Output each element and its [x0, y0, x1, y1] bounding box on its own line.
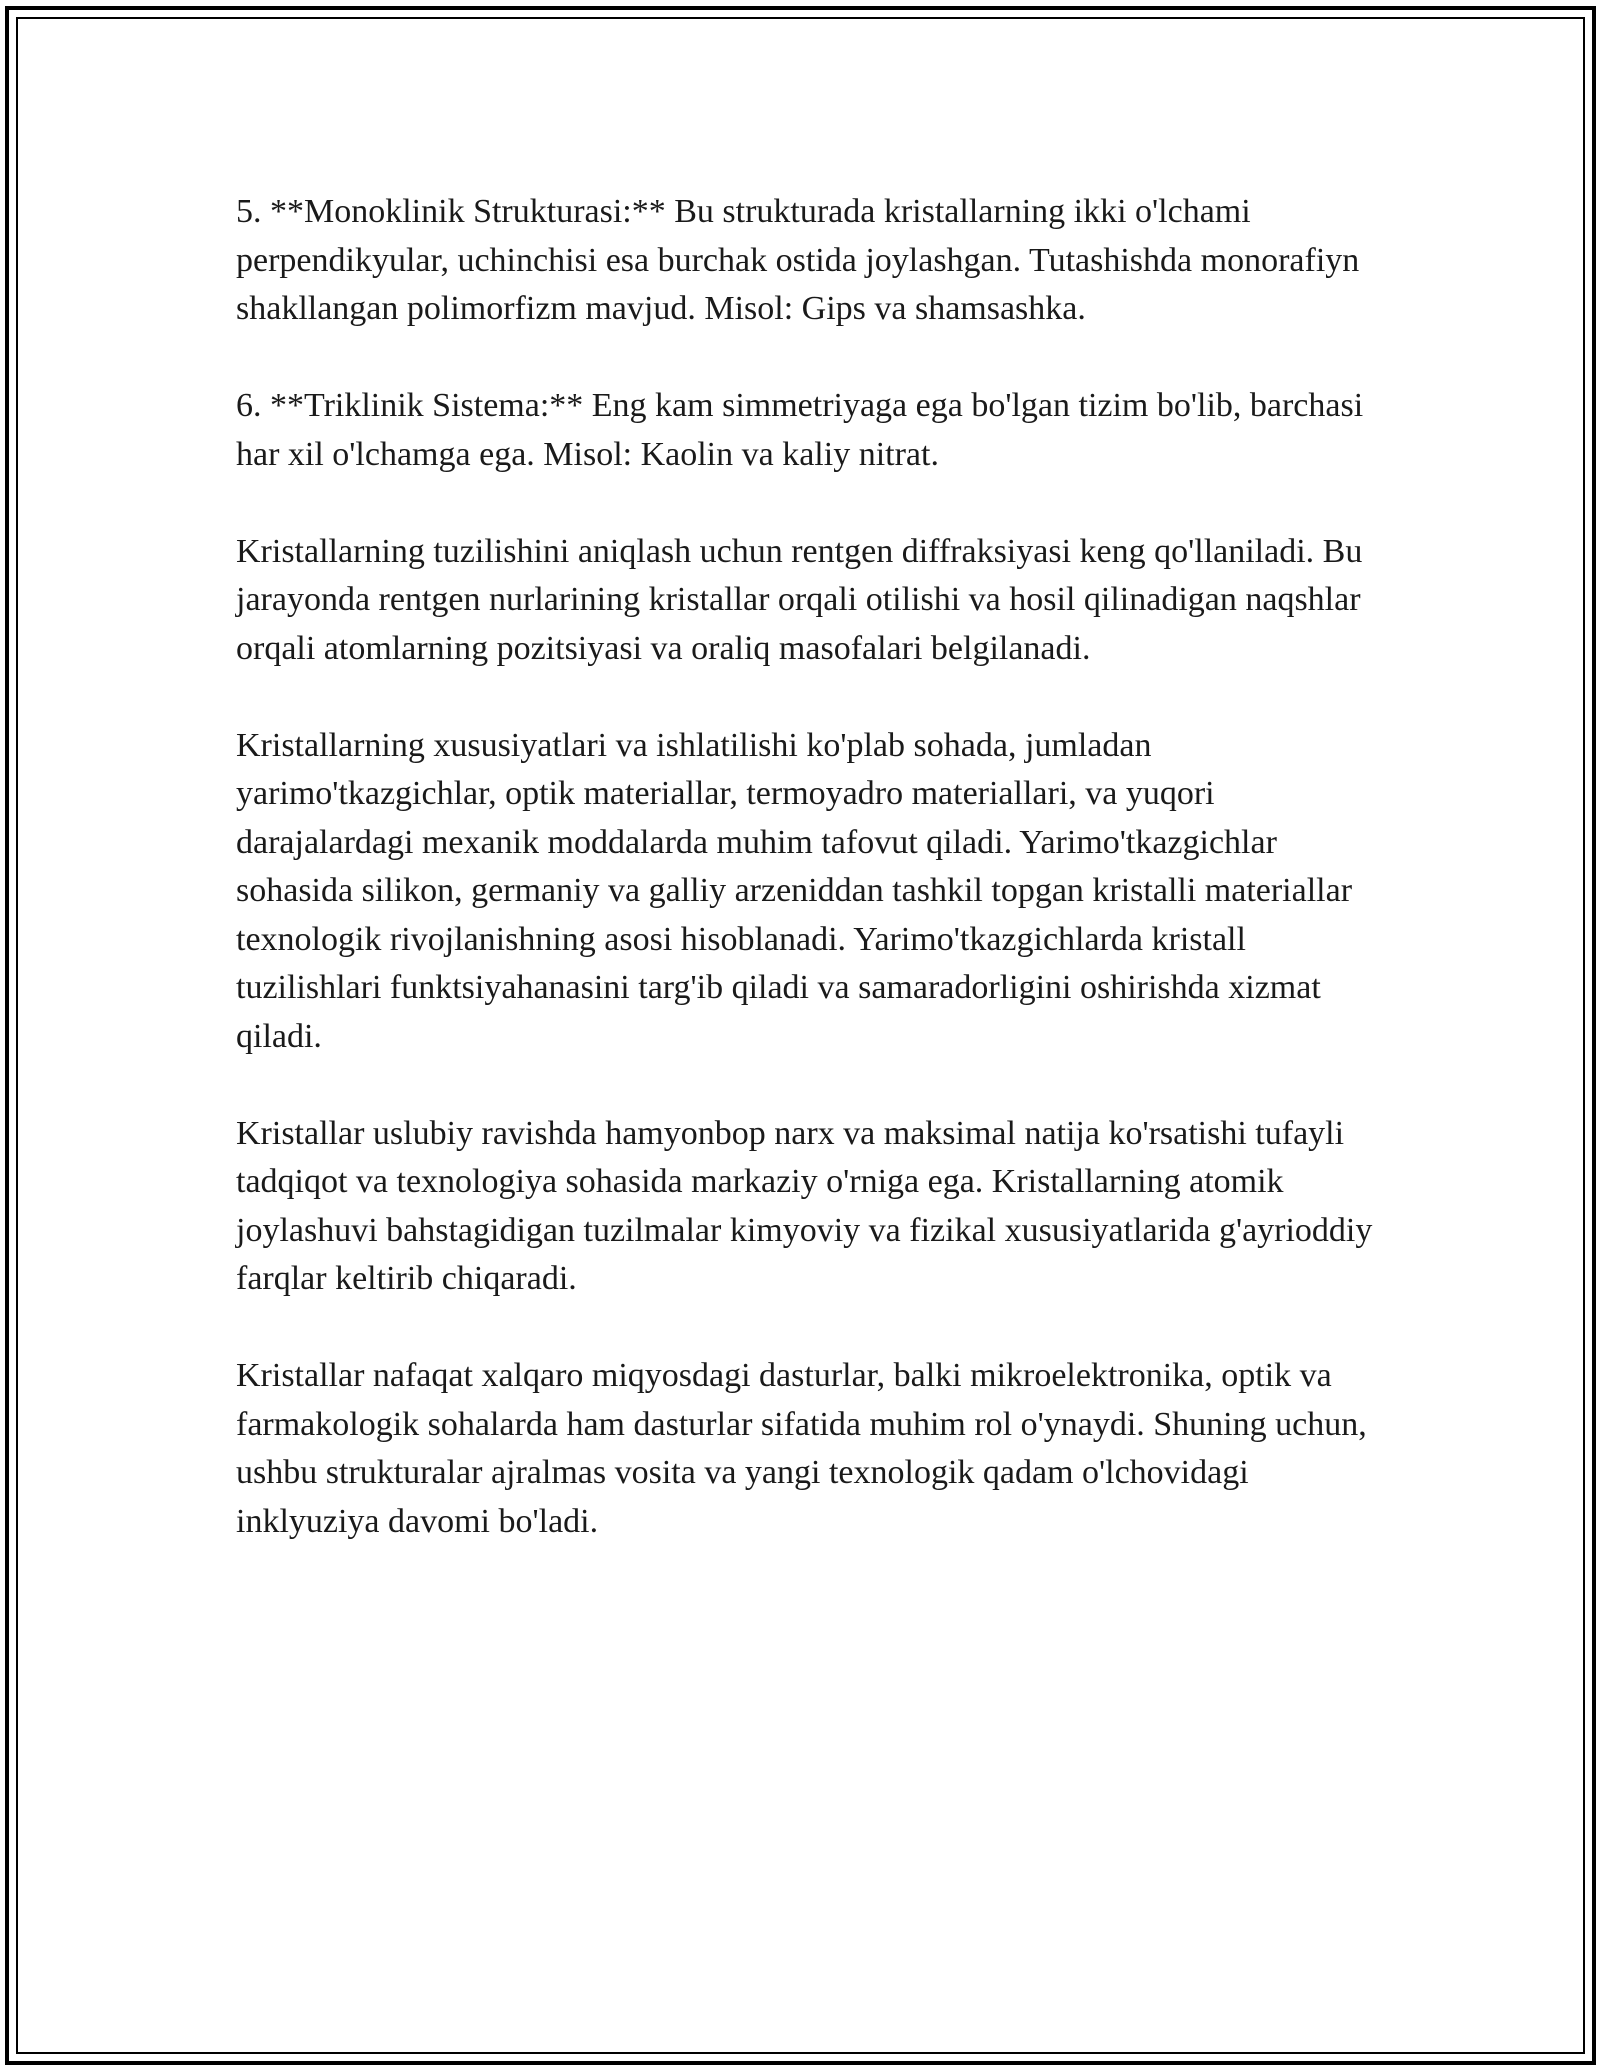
paragraph-rentgen-diffraksiyasi: Kristallarning tuzilishini aniqlash uchun rentgen diffraksiyasi keng qo'llaniladi. Bu jarayonda rentgen nurlarining kristallar orqali otilishi va hosil qilinadigan naqshlar orqali atomlarning pozitsiyasi va oraliq masofalari belgilanadi. [236, 532, 1363, 667]
paragraph-triklinik: 6. **Triklinik Sistema:** Eng kam simmetriyaga ega bo'lgan tizim bo'lib, barchasi har xil o'lchamga ega. Misol: Kaolin va kaliy nitrat. [236, 387, 1364, 473]
paragraph-xususiyatlari: Kristallarning xususiyatlari va ishlatilishi ko'plab sohada, jumladan yarimo'tkazgichlar, optik materiallar, termoyadro materiallari, va yuqori darajalardagi mexanik moddalarda muhim tafovut qiladi. Yarimo'tkazgichlar sohasida silikon, germaniy va galliy arzeniddan tashkil topgan kristalli materiallar texnologik rivojlanishning asosi hisoblanadi. Yarimo'tkazgichlarda kristall tuzilishlari funktsiyahanasini targ'ib qiladi va samaradorligini oshirishda xizmat qiladi. [236, 726, 1353, 1055]
paragraph-tadqiqot: Kristallar uslubiy ravishda hamyonbop narx va maksimal natija ko'rsatishi tufayli tadqiqot va texnologiya sohasida markaziy o'rniga ega. Kristallarning atomik joylashuvi bahstagidigan tuzilmalar kimyoviy va fizikal xususiyatlarida g'ayrioddiy farqlar keltirib chiqaradi. [236, 1114, 1373, 1297]
paragraph-dasturlar: Kristallar nafaqat xalqaro miqyosdagi dasturlar, balki mikroelektronika, optik va farmakologik sohalarda ham dasturlar sifatida muhim rol o'ynaydi. Shuning uchun, ushbu strukturalar ajralmas vosita va yangi texnologik qadam o'lchovidagi inklyuziya davomi bo'ladi. [236, 1357, 1367, 1540]
paragraph-monoklinik: 5. **Monoklinik Strukturasi:** Bu strukturada kristallarning ikki o'lchami perpendikyular, uchinchisi esa burchak ostida joylashgan. Tutashishda monorafiyn shakllangan polimorfizm mavjud. Misol: Gips va shamsashka. [236, 193, 1360, 327]
document-body [236, 188, 1376, 1595]
